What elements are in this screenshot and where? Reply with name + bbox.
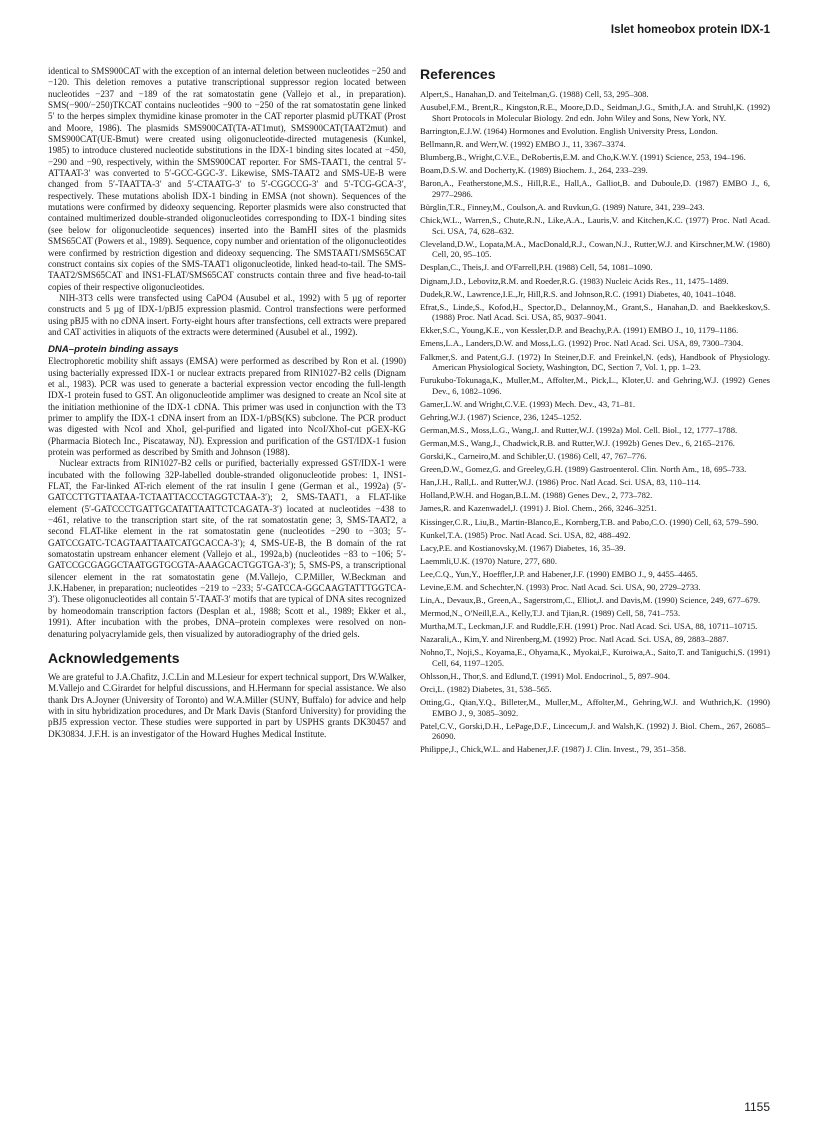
reference-item: Dignam,J.D., Lebovitz,R.M. and Roeder,R.G. (1983) Nucleic Acids Res., 11, 1475–1489. bbox=[420, 275, 729, 286]
reference-item: James,R. and Kazenwadel,J. (1991) J. Biol. Chem., 266, 3246–3251. bbox=[420, 503, 657, 514]
reference-item: Green,D.W., Gomez,G. and Greeley,G.H. (1989) Gastroenterol. Clin. North Am., 18, 695–733. bbox=[420, 464, 747, 475]
reference-item: German,M.S., Moss,L.G., Wang,J. and Rutter,W.J. (1992a) Mol. Cell. Biol., 12, 1777–1788. bbox=[420, 425, 738, 436]
methods-paragraph-1: identical to SMS900CAT with the exception of an internal deletion between nucleotides −250 and −120. This deletion removes a putative transcriptional suppressor region located between nucleotides −237 and −189 of the rat somatostatin gene (Vallejo et al., in preparation). SMS(−900/−250)TKCAT contains nucleotides −900 to −250 of the rat somatostatin gene linked 5′ to the herpes simplex thymidine kinase promoter in the CAT reporter plasmid pUTKAT (Prost and Moore, 1986). The plasmids SMS900CAT(TA-AT1mut), SMS900CAT(TAAT2mut) and SMS900CAT(UE-Bmut) were created using oligonucleotide-directed mutagenesis (Kunkel, 1985) to introduce clustered nucleotide substitutions in the IDX-1 binding sites located at −450, −290 and −90, respectively, within the SMS900CAT reporter. For SMS-TAAT1, the central 5′-ATTAAT-3′ was converted to 5′-GCC-GGC-3′. Likewise, SMS-TAAT2 and SMS-UE-B were changed from 5′-TAATTA-3′ and 5′-CTAATG-3′ to 5′-CGGCCG-3′ and 5′-TCG-GCA-3′, respectively. These mutations abolish IDX-1 binding in EMSA (not shown). Sequences of the mutations were confirmed by dideoxy sequencing. Reporter plasmids were also constructed that contained multimerized double-stranded oligonucleotides corresponding to IDX-1 binding sites (see below for oligonucleotide sequences) inserted into the BamHI sites of the plasmids SMS65CAT (Powers et al., 1989). Sequence, copy number and orientation of the oligonucleotides were confirmed by restriction digestion and dideoxy sequencing. The SMSTAAT1/SMS65CAT construct contains six copies of the SMS-TAAT1 oligonucleotide, linked head-to-tail. The SMS-TAAT2/SMS65CAT and INS1-FLAT/SMS65CAT constructs contain three and five head-to-tail copies of their respective oligonucleotides. bbox=[48, 66, 406, 292]
reference-item: Han,J.H., Rall,L. and Rutter,W.J. (1986) Proc. Natl Acad. Sci. USA, 83, 110–114. bbox=[420, 477, 701, 488]
reference-item: Boam,D.S.W. and Docherty,K. (1989) Biochem. J., 264, 233–239. bbox=[420, 164, 648, 175]
reference-item: Desplan,C., Theis,J. and O'Farrell,P.H. (1988) Cell, 54, 1081–1090. bbox=[420, 262, 653, 273]
reference-item: Kunkel,T.A. (1985) Proc. Natl Acad. Sci. USA, 82, 488–492. bbox=[420, 529, 631, 540]
reference-item: Orci,L. (1982) Diabetes, 31, 538–565. bbox=[420, 683, 552, 694]
reference-item: Laemmli,U.K. (1970) Nature, 277, 680. bbox=[420, 555, 557, 566]
reference-item: Barrington,E.J.W. (1964) Hormones and Evolution. English University Press, London. bbox=[420, 125, 718, 136]
reference-item: Lee,C.Q., Yun,Y., Hoeffler,J.P. and Habener,J.F. (1990) EMBO J., 9, 4455–4465. bbox=[420, 568, 698, 579]
reference-item: Efrat,S., Linde,S., Kofod,H., Spector,D., Delannoy,M., Grant,S., Hanahan,D. and Baekkeskov,S. (1988) Proc. Natl Acad. Sci. USA, 85, 9037–9041. bbox=[420, 301, 770, 323]
reference-item: Lacy,P.E. and Kostianovsky,M. (1967) Diabetes, 16, 35–39. bbox=[420, 542, 626, 553]
left-column bbox=[48, 66, 406, 740]
reference-item: Mermod,N., O'Neill,E.A., Kelly,T.J. and Tjian,R. (1989) Cell, 58, 741–753. bbox=[420, 607, 681, 618]
reference-item: Philippe,J., Chick,W.L. and Habener,J.F. (1987) J. Clin. Invest., 79, 351–358. bbox=[420, 744, 686, 755]
reference-item: Baron,A., Featherstone,M.S., Hill,R.E., Hall,A., Galliot,B. and Duboule,D. (1987) EMBO J., 6, 2977–2986. bbox=[420, 178, 770, 199]
reference-item: German,M.S., Wang,J., Chadwick,R.B. and Rutter,W.J. (1992b) Genes Dev., 6, 2165–2176. bbox=[420, 438, 735, 449]
reference-item: Chick,W.L., Warren,S., Chute,R.N., Like,A.A., Lauris,V. and Kitchen,K.C. (1977) Proc. Natl Acad. Sci. USA, 74, 628–632. bbox=[420, 214, 770, 236]
reference-item: Bellmann,R. and Werr,W. (1992) EMBO J., 11, 3367–3374. bbox=[420, 138, 626, 149]
reference-item: Gehring,W.J. (1987) Science, 236, 1245–1252. bbox=[420, 412, 582, 423]
reference-item: Nazarali,A., Kim,Y. and Nirenberg,M. (1992) Proc. Natl Acad. Sci. USA, 89, 2883–2887. bbox=[420, 633, 729, 644]
methods-paragraph-2: NIH-3T3 cells were transfected using CaPO4 (Ausubel et al., 1992) with 5 µg of reporter constructs and 5 µg of IDX-1/pBJ5 expression plasmid. Control transfections were performed using pBJ5 with no cDNA insert. Forty-eight hours after transfections, cell extracts were prepared and CAT activities in aliquots of the extracts were determined (Ausubel et al., 1992). bbox=[48, 292, 406, 337]
reference-item: Falkmer,S. and Patent,G.J. (1972) In Steiner,D.F. and Freinkel,N. (eds), Handbook of Physiology. American Physiological Society, Washington, DC, Section 7, Vol. 1, pp. 1–23. bbox=[420, 351, 770, 373]
reference-item: Ausubel,F.M., Brent,R., Kingston,R.E., Moore,D.D., Seidman,J.G., Smith,J.A. and Struhl,K. (1992) Short Protocols in Molecular Biology. 2nd edn. John Wiley and Sons, New York, NY. bbox=[420, 102, 770, 123]
reference-item: Kissinger,C.R., Liu,B., Martin-Blanco,E., Kornberg,T.B. and Pabo,C.O. (1990) Cell, 63, 579–590. bbox=[420, 516, 759, 527]
reference-item: Gorski,K., Carneiro,M. and Schibler,U. (1986) Cell, 47, 767–776. bbox=[420, 451, 647, 462]
running-head: Islet homeobox protein IDX-1 bbox=[610, 24, 770, 36]
reference-item: Holland,P.W.H. and Hogan,B.L.M. (1988) Genes Dev., 2, 773–782. bbox=[420, 490, 653, 501]
reference-item: Gamer,L.W. and Wright,C.V.E. (1993) Mech. Dev., 43, 71–81. bbox=[420, 399, 636, 410]
reference-item: Lin,A., Devaux,B., Green,A., Sagerstrom,C., Elliot,J. and Davis,M. (1990) Science, 249, 677–679. bbox=[420, 594, 761, 605]
reference-item: Nohno,T., Noji,S., Koyama,E., Ohyama,K., Myokai,F., Kuroiwa,A., Saito,T. and Taniguchi,S. (1991) Cell, 64, 1197–1205. bbox=[420, 646, 770, 668]
references-heading: References bbox=[420, 66, 496, 82]
acknowledgements-heading: Acknowledgements bbox=[48, 649, 180, 666]
reference-item: Emens,L.A., Landers,D.W. and Moss,L.G. (1992) Proc. Natl Acad. Sci. USA, 89, 7300–7304. bbox=[420, 338, 744, 349]
methods-paragraph-3: Electrophoretic mobility shift assays (EMSA) were performed as described by Ron et al. (1990) using bacterially expressed IDX-1 or nuclear extracts prepared from RIN1027-B2 cells (Dignam et al., 1983). PCR was used to generate a bacterial expression vector encoding the full-length IDX-1 protein fused to GST. An oligonucleotide amplimer was designed to create an NcoI site at the initiation methionine of the IDX-1 cDNA. This primer was used in conjunction with the T3 primer to amplify the IDX-1 cDNA insert from an IDX-1/pBS(KS) subclone. The PCR product was digested with NcoI and XhoI, gel-purified and ligated into NcoI/XhoI-cut pGEX-KG (Pharmacia Biotech Inc., Piscataway, NJ). Expression and purification of the GST/IDX-1 fusion protein was performed as described by Smith and Johnson (1988). bbox=[48, 356, 406, 457]
reference-list bbox=[420, 89, 770, 755]
reference-item: Ekker,S.C., Young,K.E., von Kessler,D.P. and Beachy,P.A. (1991) EMBO J., 10, 1179–1186. bbox=[420, 325, 739, 336]
reference-item: Cleveland,D.W., Lopata,M.A., MacDonald,R.J., Cowan,N.J., Rutter,W.J. and Kirschner,M.W. (1980) Cell, 20, 95–105. bbox=[420, 238, 770, 260]
reference-item: Ohlsson,H., Thor,S. and Edlund,T. (1991) Mol. Endocrinol., 5, 897–904. bbox=[420, 670, 670, 681]
reference-item: Murtha,M.T., Leckman,J.F. and Ruddle,F.H. (1991) Proc. Natl Acad. Sci. USA, 88, 10711–10715. bbox=[420, 620, 758, 631]
reference-item: Patel,C.V., Gorski,D.H., LePage,D.F., Lincecum,J. and Walsh,K. (1992) J. Biol. Chem., 267, 26085–26090. bbox=[420, 720, 770, 742]
page-number: 1155 bbox=[744, 1100, 770, 1114]
reference-item: Levine,E.M. and Schechter,N. (1993) Proc. Natl Acad. Sci. USA, 90, 2729–2733. bbox=[420, 581, 701, 592]
subsection-heading: DNA–protein binding assays bbox=[48, 344, 179, 356]
acknowledgements-section bbox=[48, 650, 406, 740]
methods-paragraph-4: Nuclear extracts from RIN1027-B2 cells or purified, bacterially expressed GST/IDX-1 were incubated with the following 32P-labelled double-stranded oligonucleotide probes: 1, INS1-FLAT, the Far-linked AT-rich element of the rat insulin I gene (German et al., 1992a) (5′-GATCCTTGTTAATAA-TCTAATTACCCTAGGTCTAA-3′); 2, SMS-TAAT1, a FLAT-like element (5′-GATCCCTGATTGCATATTAATTCTCAGATA-3′) located at nucleotides −438 to −461, relative to the transcription start site, of the rat somatostatin gene; 3, SMS-TAAT2, a second FLAT-like element in the rat somatostatin gene (nucleotides −290 to −303; 5′-GATCCGATC-TCAGTAATTAATCATGCACCA-3′); 4, SMS-UE-B, the B domain of the rat somatostatin upstream enhancer element (Vallejo et al., 1992a,b) (nucleotides −83 to −106; 5′-GATCCGCGAGGCTAATGGTGCGTA-AAAGCACTGGTGA-3′); 5, SMS-PS, a transcriptional silencer element in the rat somatostatin gene (M.Vallejo, C.P.Miller, W.Beckman and J.K.Habener, in preparation; nucleotides −219 to −233; 5′-GATCCA-GGCAAGTATTTGGTCA-3′). These oligonucleotides all contain 5′-TAAT-3′ motifs that are typical of DNA sites recognized by homeodomain transcription factors (Desplan et al., 1988; Scott et al., 1989; Ekker et al., 1991). After incubation with the probes, DNA–protein complexes were resolved on non-denaturing polyacrylamide gels, then visualized by autoradiography of the dried gels. bbox=[48, 458, 406, 639]
reference-item: Bürglin,T.R., Finney,M., Coulson,A. and Ruvkun,G. (1989) Nature, 341, 239–243. bbox=[420, 201, 705, 212]
reference-item: Furukubo-Tokunaga,K., Muller,M., Affolter,M., Pick,L., Kloter,U. and Gehring,W.J. (1992) Genes Dev., 6, 1082–1096. bbox=[420, 375, 770, 397]
reference-item: Otting,G., Qian,Y.Q., Billeter,M., Muller,M., Affolter,M., Gehring,W.J. and Wuthrich,K. (1990) EMBO J., 9, 3085–3092. bbox=[420, 696, 770, 718]
acknowledgements-text: We are grateful to J.A.Chafitz, J.C.Lin and M.Lesieur for expert technical support, Drs W.Walker, M.Vallejo and C.Girardet for helpful discussions, and H.Hermann for special assistance. We also thank Drs A.Joyner (University of Toronto) and W.A.Miller (SUNY, Buffalo) for advice and help with in situ hybridization procedures, and Dr Mark Davis (Stanford University) for providing the pBJ5 expression vector. These studies were supported in part by USPHS grants DK30457 and DK30834. J.F.H. is an investigator of the Howard Hughes Medical Institute. bbox=[48, 671, 406, 739]
reference-item: Alpert,S., Hanahan,D. and Teitelman,G. (1988) Cell, 53, 295–308. bbox=[420, 89, 649, 99]
references-column bbox=[420, 66, 770, 758]
reference-item: Dudek,R.W., Lawrence,I.E.,Jr, Hill,R.S. and Johnson,R.C. (1991) Diabetes, 40, 1041–1048. bbox=[420, 288, 736, 299]
reference-item: Blumberg,B., Wright,C.V.E., DeRobertis,E.M. and Cho,K.W.Y. (1991) Science, 253, 194–196. bbox=[420, 151, 746, 162]
